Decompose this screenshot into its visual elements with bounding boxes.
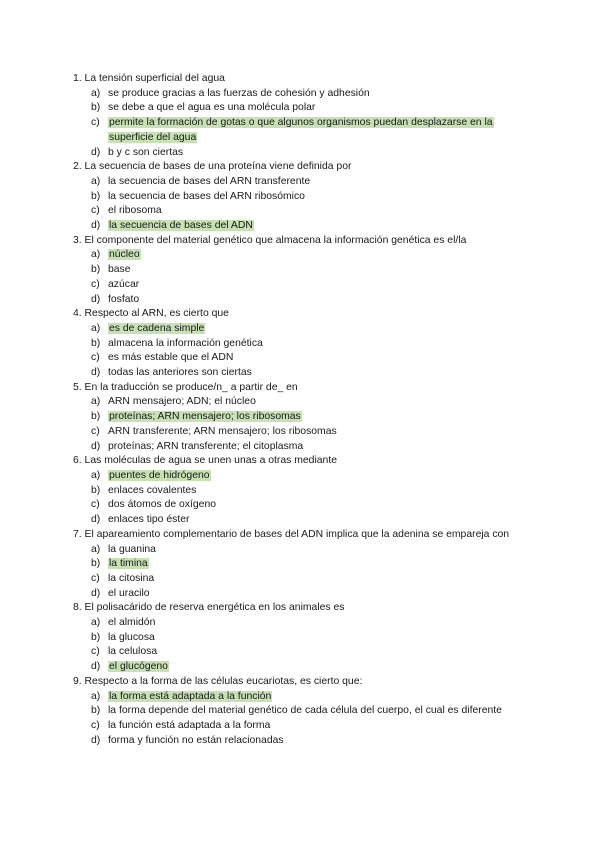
option-3-b <box>73 263 530 278</box>
option-5-b <box>73 410 530 425</box>
option-4-c <box>73 351 530 366</box>
option-list <box>73 395 530 454</box>
question-text: 5. En la traducción se produce/n_ a partir de_ en <box>73 381 298 393</box>
option-4-b <box>73 337 530 352</box>
option-text: fosfato <box>108 293 140 305</box>
option-text-wrap <box>108 263 530 278</box>
option-9-c <box>73 719 530 734</box>
option-text-wrap <box>108 248 530 263</box>
highlighted-answer: la forma está adaptada a la función <box>109 690 272 702</box>
option-letter: b) <box>91 337 101 349</box>
option-text-wrap <box>108 293 530 308</box>
option-text-wrap <box>108 146 530 161</box>
option-text: el almidón <box>108 617 156 629</box>
option-letter: c) <box>91 719 100 731</box>
option-text: la secuencia de bases del ARN transferente <box>108 175 311 187</box>
option-7-b <box>73 557 530 572</box>
option-text-wrap <box>108 469 530 484</box>
option-text: proteínas; ARN transferente; el citoplasma <box>108 440 304 452</box>
option-1-d <box>73 146 530 161</box>
highlighted-answer: es de cadena simple <box>109 322 205 334</box>
option-list <box>73 248 530 307</box>
option-letter: d) <box>91 440 101 452</box>
option-letter: a) <box>91 543 101 555</box>
option-5-a <box>73 395 530 410</box>
question-6 <box>73 454 530 528</box>
option-2-d <box>73 219 530 234</box>
option-letter: a) <box>91 322 101 334</box>
option-text-wrap <box>108 204 530 219</box>
option-text: azúcar <box>108 278 140 290</box>
option-letter: b) <box>91 264 101 276</box>
option-list <box>73 87 530 161</box>
option-letter: a) <box>91 396 101 408</box>
option-text: el ribosoma <box>108 205 162 217</box>
question-text: 9. Respecto a la forma de las células eucariotas, es cierto que: <box>73 675 363 687</box>
question-text: 1. La tensión superficial del agua <box>73 73 225 84</box>
question-2 <box>73 160 530 234</box>
option-text-wrap <box>108 631 530 646</box>
option-letter: b) <box>91 411 101 423</box>
option-letter: c) <box>91 278 100 290</box>
option-text-wrap <box>108 704 530 719</box>
option-text: se debe a que el agua es una molécula polar <box>108 102 316 114</box>
option-text: la celulosa <box>108 646 158 658</box>
option-text-wrap <box>108 498 530 513</box>
option-letter: c) <box>91 646 100 658</box>
option-list <box>73 543 530 602</box>
option-9-a <box>73 690 530 705</box>
option-letter: d) <box>91 220 101 232</box>
option-text: todas las anteriores son ciertas <box>108 367 252 379</box>
option-letter: b) <box>91 102 101 114</box>
option-text-wrap <box>108 572 530 587</box>
option-letter: d) <box>91 367 101 379</box>
option-text: se produce gracias a las fuerzas de cohesión y adhesión <box>108 87 370 99</box>
highlighted-answer: el glucógeno <box>109 661 168 673</box>
option-text-wrap <box>108 190 530 205</box>
option-6-c <box>73 498 530 513</box>
option-letter: b) <box>91 190 101 202</box>
option-2-a <box>73 175 530 190</box>
option-8-a <box>73 616 530 631</box>
question-5 <box>73 381 530 455</box>
option-letter: c) <box>91 572 100 584</box>
option-letter: c) <box>91 205 100 217</box>
option-letter: a) <box>91 617 101 629</box>
option-letter: d) <box>91 293 101 305</box>
option-2-b <box>73 190 530 205</box>
option-list <box>73 469 530 528</box>
option-list <box>73 322 530 381</box>
option-letter: a) <box>91 690 101 702</box>
option-text: base <box>108 264 131 276</box>
option-letter: d) <box>91 514 101 526</box>
option-text-wrap <box>108 219 530 234</box>
option-6-b <box>73 484 530 499</box>
option-text-wrap <box>108 719 530 734</box>
option-text-wrap <box>108 116 530 145</box>
question-3 <box>73 234 530 308</box>
option-3-c <box>73 278 530 293</box>
option-text: la guanina <box>108 543 156 555</box>
question-text: 6. Las moléculas de agua se unen unas a otras mediante <box>73 455 337 467</box>
question-text: 4. Respecto al ARN, es cierto que <box>73 308 229 320</box>
question-4 <box>73 307 530 381</box>
option-text-wrap <box>108 337 530 352</box>
option-8-b <box>73 631 530 646</box>
option-text: ARN mensajero; ADN; el núcleo <box>108 396 256 408</box>
option-3-d <box>73 293 530 308</box>
highlighted-answer: proteínas; ARN mensajero; los ribosomas <box>109 411 301 423</box>
highlighted-answer: la secuencia de bases del ADN <box>109 220 253 232</box>
option-7-c <box>73 572 530 587</box>
option-letter: c) <box>91 117 100 129</box>
question-1 <box>73 72 530 160</box>
question-text: 8. El polisacárido de reserva energética en los animales es <box>73 602 345 614</box>
question-text: 7. El apareamiento complementario de bases del ADN implica que la adenina se empareja con <box>73 528 510 540</box>
option-letter: d) <box>91 734 101 746</box>
option-5-c <box>73 425 530 440</box>
option-text-wrap <box>108 87 530 102</box>
option-letter: d) <box>91 661 101 673</box>
option-text-wrap <box>108 410 530 425</box>
option-8-d <box>73 660 530 675</box>
option-4-a <box>73 322 530 337</box>
option-letter: d) <box>91 587 101 599</box>
option-2-c <box>73 204 530 219</box>
option-7-d <box>73 587 530 602</box>
question-text: 3. El componente del material genético que almacena la información genética es el/la <box>73 234 467 246</box>
option-text-wrap <box>108 322 530 337</box>
highlighted-answer: núcleo <box>109 249 140 261</box>
option-text: ARN transferente; ARN mensajero; los ribosomas <box>108 425 337 437</box>
option-text-wrap <box>108 101 530 116</box>
option-5-d <box>73 440 530 455</box>
option-text-wrap <box>108 616 530 631</box>
option-letter: c) <box>91 352 100 364</box>
option-letter: b) <box>91 705 101 717</box>
option-7-a <box>73 543 530 558</box>
option-text: enlaces tipo éster <box>108 514 190 526</box>
option-9-d <box>73 734 530 749</box>
question-text: 2. La secuencia de bases de una proteína viene definida por <box>73 161 352 173</box>
option-list <box>73 175 530 234</box>
option-text: la forma depende del material genético de cada célula del cuerpo, el cual es diferente <box>108 705 502 717</box>
highlighted-answer: puentes de hidrógeno <box>109 469 210 481</box>
option-1-b <box>73 101 530 116</box>
option-text-wrap <box>108 440 530 455</box>
option-letter: a) <box>91 469 101 481</box>
question-8 <box>73 601 530 675</box>
highlighted-answer: permite la formación de gotas o que algunos organismos puedan desplazarse en la superficie del agua <box>109 117 493 143</box>
option-text-wrap <box>108 513 530 528</box>
option-text: la glucosa <box>108 631 155 643</box>
option-letter: d) <box>91 146 101 158</box>
option-text-wrap <box>108 645 530 660</box>
option-text-wrap <box>108 395 530 410</box>
option-text: la citosina <box>108 572 155 584</box>
option-6-d <box>73 513 530 528</box>
question-7 <box>73 528 530 602</box>
option-letter: c) <box>91 499 100 511</box>
option-letter: a) <box>91 87 101 99</box>
option-4-d <box>73 366 530 381</box>
option-text: la función está adaptada a la forma <box>108 719 271 731</box>
option-text-wrap <box>108 587 530 602</box>
option-letter: b) <box>91 558 101 570</box>
option-1-a <box>73 87 530 102</box>
option-1-c <box>73 116 530 145</box>
option-text: el uracilo <box>108 587 150 599</box>
option-text-wrap <box>108 425 530 440</box>
option-list <box>73 616 530 675</box>
option-text: almacena la información genética <box>108 337 263 349</box>
option-text-wrap <box>108 278 530 293</box>
option-text: enlaces covalentes <box>108 484 197 496</box>
option-text-wrap <box>108 366 530 381</box>
option-text: b y c son ciertas <box>108 146 184 158</box>
question-9 <box>73 675 530 749</box>
option-9-b <box>73 704 530 719</box>
option-text-wrap <box>108 690 530 705</box>
option-text-wrap <box>108 351 530 366</box>
highlighted-answer: la timina <box>109 558 148 570</box>
option-text-wrap <box>108 734 530 749</box>
option-letter: a) <box>91 249 101 261</box>
option-text: es más estable que el ADN <box>108 352 234 364</box>
option-text: forma y función no están relacionadas <box>108 734 284 746</box>
option-list <box>73 690 530 749</box>
option-text-wrap <box>108 543 530 558</box>
option-6-a <box>73 469 530 484</box>
option-text-wrap <box>108 660 530 675</box>
option-letter: b) <box>91 631 101 643</box>
option-3-a <box>73 248 530 263</box>
option-text-wrap <box>108 557 530 572</box>
option-letter: b) <box>91 484 101 496</box>
option-8-c <box>73 645 530 660</box>
option-text-wrap <box>108 175 530 190</box>
option-text: dos átomos de oxígeno <box>108 499 217 511</box>
option-letter: c) <box>91 425 100 437</box>
quiz <box>73 72 530 748</box>
option-text-wrap <box>108 484 530 499</box>
option-text: la secuencia de bases del ARN ribosómico <box>108 190 305 202</box>
option-letter: a) <box>91 175 101 187</box>
